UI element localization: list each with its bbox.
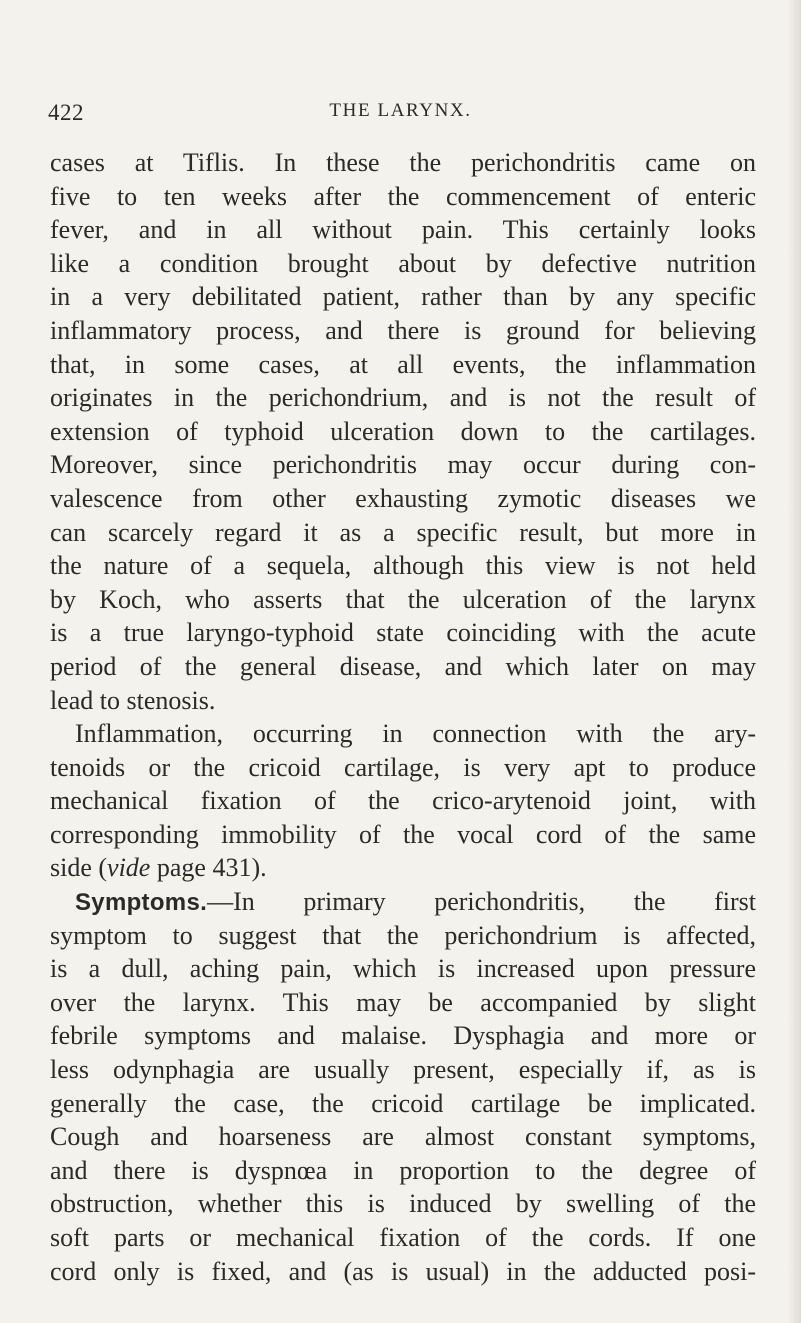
text-line (50, 885, 756, 919)
running-title: THE LARYNX. (329, 100, 472, 121)
text-line: cord only is fixed, and (as is usual) in the adducted posi- (50, 1256, 756, 1286)
text-line: fever, and in all without pain. This certainly looks (50, 215, 756, 245)
text-line: generally the case, the cricoid cartilage be implicated. (50, 1088, 756, 1118)
running-head (48, 100, 753, 130)
text-fragment: page 431). (150, 853, 267, 883)
text-line: is a true laryngo-typhoid state coinciding with the acute (50, 618, 756, 648)
text-line: Moreover, since perichondritis may occur during con- (50, 450, 756, 480)
text-line: Cough and hoarseness are almost constant symptoms, (50, 1122, 756, 1152)
text-line: is a dull, aching pain, which is increased upon pressure (50, 954, 756, 984)
page-number: 422 (48, 100, 84, 125)
text-line: extension of typhoid ulceration down to the cartilages. (50, 416, 756, 446)
text-line: can scarcely regard it as a specific result, but more in (50, 517, 756, 547)
text-line: inflammatory process, and there is ground for believing (50, 315, 756, 345)
text-line: soft parts or mechanical fixation of the cords. If one (50, 1223, 756, 1252)
text-line: in a very debilitated patient, rather than by any specific (50, 282, 756, 312)
text-line: mechanical fixation of the crico-arytenoid joint, with (50, 786, 756, 816)
text-line: that, in some cases, at all events, the inflammation (50, 349, 756, 379)
text-line: valescence from other exhausting zymotic diseases we (50, 483, 756, 513)
text-fragment: side ( (50, 853, 108, 883)
text-line: febrile symptoms and malaise. Dysphagia and more or (50, 1021, 756, 1051)
text-line: cases at Tiflis. In these the perichondritis came on (50, 148, 756, 177)
text-line: by Koch, who asserts that the ulceration of the larynx (50, 584, 756, 614)
text-line: five to ten weeks after the commencement of enteric (50, 181, 756, 211)
text-line: and there is dyspnœa in proportion to the degree of (50, 1155, 756, 1185)
text-line: period of the general disease, and which later on may (50, 651, 756, 681)
text-line (50, 851, 756, 885)
text-line: originates in the perichondrium, and is not the result of (50, 383, 756, 413)
text-line: lead to stenosis. (50, 685, 216, 715)
body-text (50, 146, 756, 1288)
text-line: less odynphagia are usually present, especially if, as is (50, 1055, 756, 1085)
text-line: tenoids or the cricoid cartilage, is very apt to produce (50, 752, 756, 782)
text-line: corresponding immobility of the vocal cord of the same (50, 819, 756, 849)
text-fragment: —In primary perichondritis, the first (207, 887, 756, 917)
text-line: Inflammation, occurring in connection with the ary- (75, 719, 756, 749)
section-heading-symptoms: Symptoms. (75, 889, 208, 917)
page-edge-shadow (787, 0, 801, 1323)
text-line: like a condition brought about by defective nutrition (50, 248, 756, 278)
text-line: the nature of a sequela, although this view is not held (50, 551, 756, 581)
text-line: obstruction, whether this is induced by swelling of the (50, 1189, 756, 1219)
text-line: symptom to suggest that the perichondrium is affected, (50, 920, 756, 950)
text-line: over the larynx. This may be accompanied by slight (50, 987, 756, 1017)
italic-term: vide (107, 853, 151, 883)
